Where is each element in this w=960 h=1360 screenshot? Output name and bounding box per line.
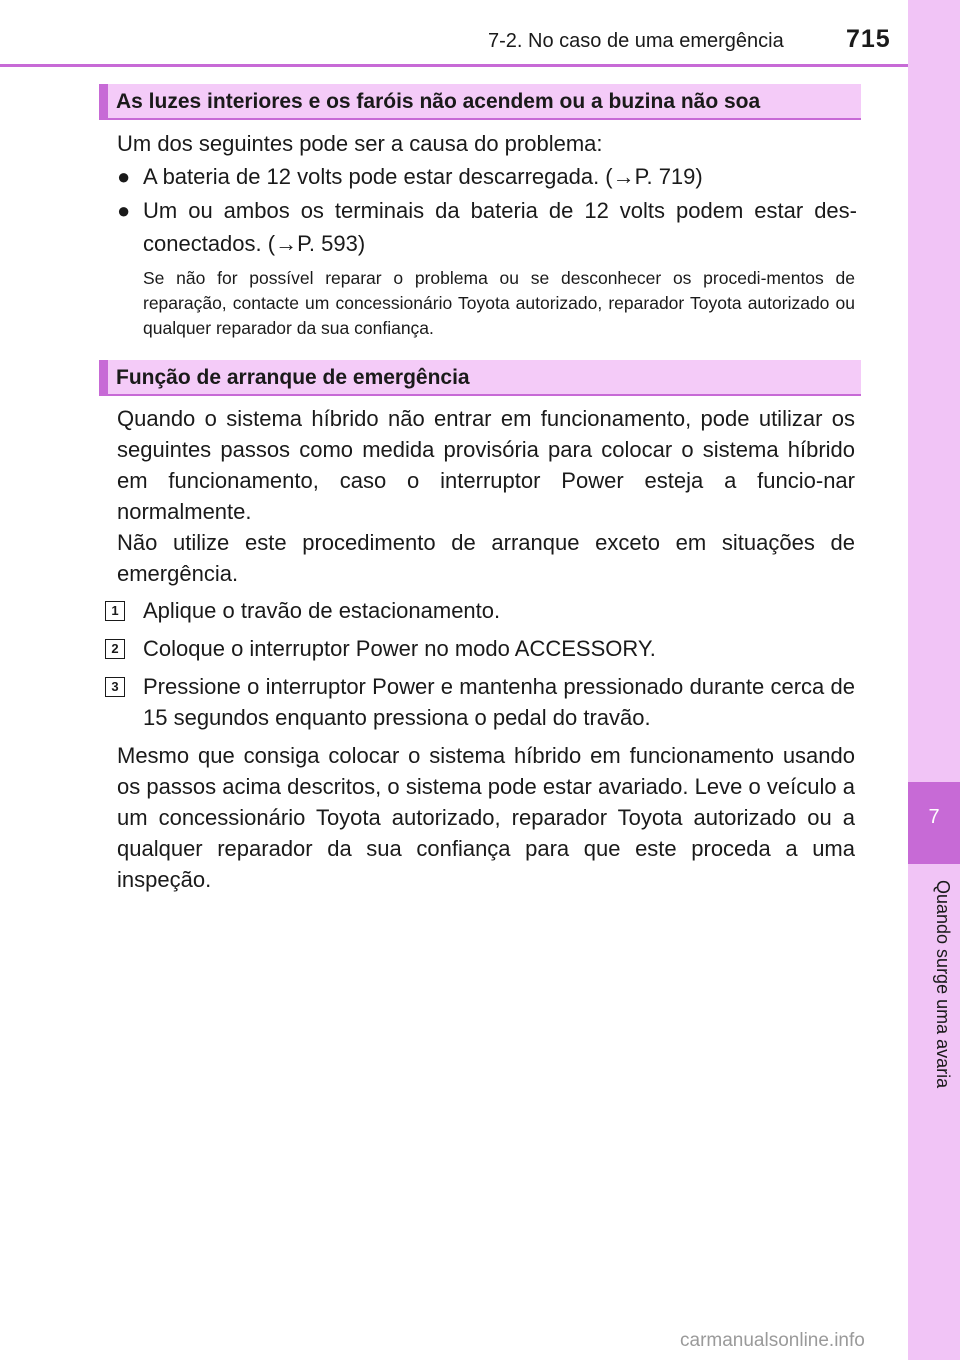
running-header-title: 7-2. No caso de uma emergência xyxy=(488,30,784,52)
section-heading-text: As luzes interiores e os faróis não acendem ou a buzina não soa xyxy=(116,90,761,113)
watermark: carmanualsonline.info xyxy=(680,1330,865,1351)
step-number-box: 2 xyxy=(105,639,125,659)
section1-note: Se não for possível reparar o problema ou se desconhecer os procedi-mentos de reparação, contacte um concessionário Toyota autorizado, reparador Toyota autorizado ou qualquer reparador da sua confiança. xyxy=(143,268,855,338)
section-heading-text: Função de arranque de emergência xyxy=(116,366,470,389)
bullet-icon: ● xyxy=(117,198,131,223)
header-divider xyxy=(0,64,908,67)
section-heading-emergency-start xyxy=(99,360,861,396)
bullet-item xyxy=(117,160,857,193)
section2-closing: Mesmo que consiga colocar o sistema híbrido em funcionamento usando os passos acima descritos, o sistema pode estar avariado. Leve o veículo a um concessionário Toyota autorizado, reparador Toyota autorizado ou a qualquer reparador da sua confiança para que este proceda a uma inspeção. xyxy=(117,743,855,892)
step-number-box: 1 xyxy=(105,601,125,621)
bullet-text: Um ou ambos os terminais da bateria de 12 volts podem estar des-conectados. (→P. 593) xyxy=(143,198,857,256)
bullet-item xyxy=(117,194,857,260)
chapter-side-tab xyxy=(908,0,960,1360)
bullet-icon: ● xyxy=(117,164,131,189)
section2-intro: Quando o sistema híbrido não entrar em funcionamento, pode utilizar os seguintes passos como medida provisória para colocar o sistema híbrido em funcionamento, caso o interruptor Power esteja a funcio-nar normalmente. xyxy=(117,406,855,524)
step-number-box: 3 xyxy=(105,677,125,697)
step-text: Aplique o travão de estacionamento. xyxy=(143,598,501,623)
section1-intro: Um dos seguintes pode ser a causa do problema: xyxy=(117,131,603,156)
chapter-label: Quando surge uma avaria xyxy=(933,880,953,1089)
section2-warning: Não utilize este procedimento de arranque exceto em situações de emergência. xyxy=(117,530,855,586)
section-heading-lights xyxy=(99,84,861,120)
step-text: Coloque o interruptor Power no modo ACCESSORY. xyxy=(143,636,656,661)
page-number: 715 xyxy=(846,25,891,53)
step-text: Pressione o interruptor Power e mantenha pressionado durante cerca de 15 segundos enquanto pressiona o pedal do travão. xyxy=(143,674,855,730)
bullet-text: A bateria de 12 volts pode estar descarregada. (→P. 719) xyxy=(143,164,703,189)
chapter-number: 7 xyxy=(928,806,940,828)
